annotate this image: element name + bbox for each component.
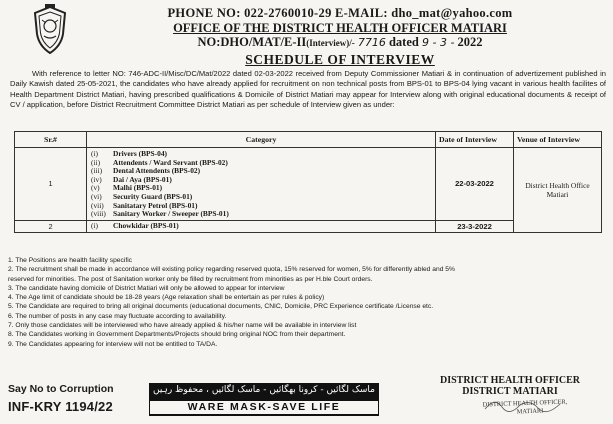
header-sr: Sr.# bbox=[15, 132, 87, 148]
category-item: (i) Drivers (BPS-04) bbox=[91, 149, 167, 158]
signature-title: DISTRICT HEALTH OFFICER bbox=[439, 375, 581, 386]
category-item: (viii) Sanitary Worker / Sweeper (BPS-01) bbox=[91, 209, 229, 219]
header-category: Category bbox=[87, 132, 436, 148]
notes-list bbox=[8, 256, 608, 349]
table-row bbox=[15, 220, 602, 232]
category-item: (vi) Security Guard (BPS-01) bbox=[91, 191, 193, 201]
government-emblem-logo bbox=[30, 4, 70, 56]
category-item: (v) Malhi (BPS-01) bbox=[91, 183, 163, 193]
category-item: (i) Chowkidar (BPS-01) bbox=[91, 221, 179, 231]
header-venue: Venue of Interview bbox=[514, 132, 602, 148]
ref-number: 7716 bbox=[357, 36, 386, 49]
category-item: (iii) Dental Attendents (BPS-02) bbox=[91, 166, 201, 176]
note-item: 2. The recruitment shall be made in accordance will existing policy regarding reserved quota, 15% reserved for women, 5% for differently abled and 5% bbox=[8, 266, 455, 274]
header-office-name: OFFICE OF THE DISTRICT HEALTH OFFICER MATIARI bbox=[173, 21, 507, 35]
category-list bbox=[87, 148, 435, 220]
ref-year: 2022 bbox=[457, 35, 483, 49]
note-item: 4. The Age limit of candidate should be 18-28 years (Age relaxation shall be entertain as per rules & policy) bbox=[8, 294, 325, 302]
signature-district: DISTRICT MATIARI bbox=[462, 386, 558, 397]
official-stamp-line2: MATIARI bbox=[516, 407, 544, 416]
note-item: 6. The number of posts in any case may fluctuate according to availability. bbox=[8, 312, 227, 320]
mask-banner-english-text: WARE MASK-SAVE LIFE bbox=[150, 401, 378, 414]
category-item: (vii) Sanitatary Petrol (BPS-01) bbox=[91, 200, 198, 210]
ref-interview-label: (Interview)/- bbox=[306, 38, 355, 48]
category-item: (ii) Attendents / Ward Servant (BPS-02) bbox=[91, 157, 228, 167]
note-item: 9. The Candidates appearing for interview will not be entitled to TA/DA. bbox=[8, 340, 218, 348]
row-sr: 1 bbox=[15, 148, 87, 221]
category-list bbox=[87, 221, 435, 231]
note-item: 8. The Candidates working in Government Departments/Projects should bring original NOC from their department. bbox=[8, 331, 346, 339]
row-sr: 2 bbox=[15, 220, 87, 232]
row-venue: District Health Office Matiari bbox=[514, 148, 602, 233]
header-date: Date of Interview bbox=[436, 132, 514, 148]
intro-paragraph: With reference to letter NO: 746-ADC-II/Misc/DC/Mat/2022 dated 02-03-2022 received from Deputy Commissioner Matiari & in continuation of advertizement published in Daily Kawish dated 25-05-2021, the candidates who have already applied for recruitment on non technical posts from BPS-01 to BPS-04 lying vacant in various health facilites of Health Department District Matiari, having prescribed qualifications & Domicile of District Matiari may appear for Interview along with original educational documents & receipt of CV / application, before District Recruitment Committee District Matiari as per schedule of Interview given as under: bbox=[10, 69, 606, 110]
row-date: 23-3-2022 bbox=[436, 220, 514, 232]
row-categories bbox=[87, 220, 436, 232]
note-item: 5. The Candidate are required to bring all original documents (educational documents, CNIC, Domicile, PRC Experience certificate /License etc. bbox=[8, 303, 434, 311]
note-item: reserved for minorities. The post of Sanitation worker only be filled by recruitment from minorities as per H.ble Court orders. bbox=[8, 275, 373, 283]
ref-prefix: NO:DHO/MAT/E-II bbox=[197, 35, 307, 49]
header-phone-email: PHONE NO: 022-2760010-29 E-MAIL: dho_mat@yahoo.com bbox=[167, 6, 513, 20]
official-stamp-line1: DISTRICT HEALTH OFFICER, bbox=[482, 398, 568, 409]
mask-banner-urdu-text: ماسک لگائیں - کرونا بھگائیں - ماسک لگائیں ، محفوظ رہیں bbox=[152, 385, 375, 395]
row-categories bbox=[87, 148, 436, 221]
ref-dated-label: dated bbox=[388, 35, 419, 49]
header-reference-number bbox=[130, 35, 550, 50]
row-date: 22-03-2022 bbox=[436, 148, 514, 221]
page-title: SCHEDULE OF INTERVIEW bbox=[245, 52, 435, 67]
note-item: 1. The Positions are health facility specific bbox=[8, 257, 133, 264]
note-item: 7. Only those candidates will be interviewed who have already applied & his/her name will be available in interview list bbox=[8, 322, 357, 330]
ref-date: 9 - 3 - bbox=[421, 36, 455, 49]
table-row bbox=[15, 148, 602, 221]
inf-reference-number: INF-KRY 1194/22 bbox=[8, 399, 113, 414]
note-item: 3. The candidate having domicile of District Matiari will only be allowed to appear for interview bbox=[8, 284, 285, 292]
table-header-row bbox=[15, 132, 602, 148]
category-item: (iv) Dai / Aya (BPS-01) bbox=[91, 174, 172, 184]
interview-schedule-table bbox=[14, 131, 602, 233]
anti-corruption-slogan: Say No to Corruption bbox=[8, 383, 114, 395]
